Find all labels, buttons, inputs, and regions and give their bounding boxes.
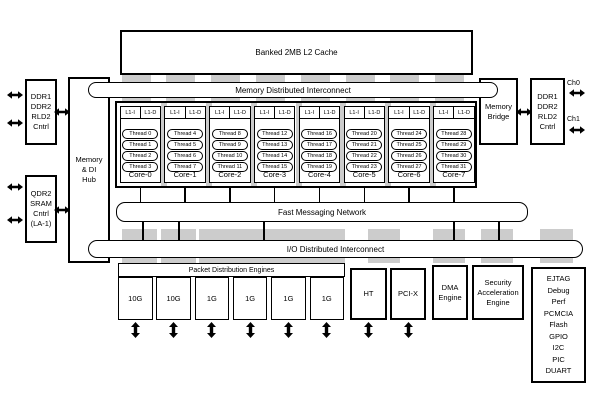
thread-oval: Thread 29 — [436, 140, 472, 150]
fmn-io-link — [142, 221, 144, 241]
l1-cache-row — [165, 107, 205, 119]
thread-oval: Thread 19 — [301, 162, 337, 172]
thread-oval: Thread 30 — [436, 151, 472, 161]
thread-oval: Thread 7 — [167, 162, 203, 172]
text-line: Engine — [438, 292, 462, 302]
thread-oval: Thread 26 — [391, 151, 427, 161]
thread-oval: Thread 28 — [436, 129, 472, 139]
thread-oval: Thread 25 — [391, 140, 427, 150]
text-line: I2C — [552, 343, 565, 353]
thread-oval: Thread 4 — [167, 129, 203, 139]
fmn-label: Fast Messaging Network — [277, 207, 367, 217]
text-line: RLD2 — [31, 112, 51, 121]
text-line: & DI — [81, 165, 97, 174]
core-box — [120, 106, 162, 183]
l2-cache-label: Banked 2MB L2 Cache — [255, 48, 338, 57]
thread-oval: Thread 17 — [301, 140, 337, 150]
thread-oval: Thread 2 — [122, 151, 158, 161]
thread-oval: Thread 16 — [301, 129, 337, 139]
l1-icache-cell: L1-I — [300, 107, 320, 118]
pde-port-box — [310, 277, 345, 320]
pde-port-arrow — [322, 322, 331, 338]
fmn-io-link — [498, 221, 500, 241]
pcix-interface-box — [390, 268, 426, 320]
pde-port-arrow — [207, 322, 216, 338]
thread-oval: Thread 5 — [167, 140, 203, 150]
core-box — [299, 106, 341, 183]
ch0-arrow — [569, 89, 585, 97]
thread-list — [210, 129, 250, 172]
text-line: RLD2 — [537, 111, 558, 121]
qdr-external-arrow — [7, 216, 23, 224]
l1-cache-row — [210, 107, 250, 119]
l1-icache-cell: L1-I — [121, 107, 141, 118]
cores-container — [115, 101, 477, 188]
l1-icache-cell: L1-I — [210, 107, 230, 118]
pde-port-label: 10G — [128, 294, 143, 303]
l1-icache-cell: L1-I — [434, 107, 454, 118]
text-line: GPIO — [549, 331, 568, 341]
core-box — [164, 106, 206, 183]
dma-engine-box — [432, 265, 468, 320]
core-name: Core-5 — [352, 170, 376, 179]
text-line: Security — [484, 277, 512, 287]
thread-oval: Thread 9 — [212, 140, 248, 150]
core-name: Core-3 — [263, 170, 287, 179]
thread-oval: Thread 22 — [346, 151, 382, 161]
core-fmn-link — [229, 187, 231, 203]
core-box — [433, 106, 475, 183]
text-line: Debug — [547, 285, 570, 295]
l1-cache-row — [121, 107, 161, 119]
peripherals-box — [531, 267, 586, 383]
thread-oval: Thread 10 — [212, 151, 248, 161]
text-line: Cntrl — [33, 209, 49, 218]
text-line: Flash — [549, 320, 568, 330]
l1-icache-cell: L1-I — [345, 107, 365, 118]
text-line: PCMCIA — [543, 308, 574, 318]
text-line: Memory — [484, 101, 513, 111]
l1-cache-row — [300, 107, 340, 119]
text-line: Acceleration — [477, 287, 519, 297]
thread-oval: Thread 27 — [391, 162, 427, 172]
ddr-external-arrow — [7, 119, 23, 127]
pde-port-box — [271, 277, 306, 320]
thread-list — [165, 129, 205, 172]
thread-oval: Thread 0 — [122, 129, 158, 139]
pde-port-label: 10G — [166, 294, 181, 303]
text-line: Bridge — [487, 111, 510, 121]
core-fmn-link — [453, 187, 455, 203]
text-line: DDR2 — [30, 102, 52, 111]
channel-1-label: Ch1 — [567, 116, 580, 123]
core-name: Core-0 — [128, 170, 152, 179]
thread-oval: Thread 18 — [301, 151, 337, 161]
thread-oval: Thread 11 — [212, 162, 248, 172]
ddr-controller-left-box — [25, 79, 57, 145]
text-line: DDR1 — [537, 91, 558, 101]
l1-dcache-cell: L1-D — [323, 109, 336, 116]
core-box — [209, 106, 251, 183]
cores-row — [117, 103, 475, 186]
qdr-hub-arrow — [54, 206, 70, 214]
qdr-external-arrow — [7, 183, 23, 191]
text-line: Engine — [486, 297, 510, 307]
qdr-sram-controller-box — [25, 175, 57, 243]
thread-oval: Thread 6 — [167, 151, 203, 161]
pde-port-box — [233, 277, 268, 320]
thread-oval: Thread 15 — [257, 162, 293, 172]
iodi-label: I/O Distributed Interconnect — [286, 244, 385, 254]
pde-port-label: 1G — [283, 294, 294, 303]
core-name: Core-2 — [218, 170, 242, 179]
text-line: EJTAG — [546, 274, 571, 284]
l1-dcache-cell: L1-D — [368, 109, 381, 116]
thread-list — [434, 129, 474, 172]
l1-dcache-cell: L1-D — [458, 109, 470, 116]
memory-distributed-interconnect — [88, 82, 498, 98]
ddr-controller-right-box — [530, 78, 565, 145]
thread-list — [255, 129, 295, 172]
core-fmn-link — [408, 187, 410, 203]
fmn-io-link — [178, 221, 180, 241]
pde-port-arrow — [246, 322, 255, 338]
l1-dcache-cell: L1-D — [234, 109, 246, 116]
core-fmn-link — [184, 187, 186, 203]
text-line: Cntrl — [33, 122, 49, 131]
text-line: Hub — [82, 175, 96, 184]
pde-title: Packet Distribution Engines — [188, 266, 275, 274]
text-line: PIC — [552, 354, 565, 364]
thread-oval: Thread 1 — [122, 140, 158, 150]
pde-port-label: 1G — [245, 294, 256, 303]
ch1-arrow — [569, 126, 585, 134]
text-line: DDR1 — [30, 92, 52, 101]
fmn-io-link — [453, 221, 455, 241]
pde-header-box — [118, 263, 345, 277]
io-distributed-interconnect — [88, 240, 583, 258]
thread-oval: Thread 8 — [212, 129, 248, 139]
text-line: Cntrl — [539, 121, 556, 131]
l1-icache-cell: L1-I — [165, 107, 185, 118]
core-fmn-link — [274, 187, 276, 203]
pde-port-box — [118, 277, 153, 320]
l2-cache-box — [120, 30, 473, 75]
ht-interface-box — [350, 268, 387, 320]
bridge-ddr-arrow — [516, 108, 532, 116]
l1-cache-row — [255, 107, 295, 119]
text-line: DMA — [441, 282, 459, 292]
text-line: DDR2 — [537, 101, 558, 111]
text-line: Memory — [75, 155, 103, 164]
core-name: Core-1 — [173, 170, 197, 179]
text-line: QDR2 — [30, 189, 52, 198]
security-acceleration-engine-box — [472, 265, 524, 320]
pde-port-arrow — [169, 322, 178, 338]
thread-oval: Thread 20 — [346, 129, 382, 139]
pcix-label: PCI-X — [397, 289, 418, 298]
core-fmn-link — [319, 187, 321, 203]
pde-port-box — [156, 277, 191, 320]
thread-oval: Thread 13 — [257, 140, 293, 150]
core-fmn-link — [140, 187, 142, 203]
thread-list — [121, 129, 161, 172]
thread-list — [345, 129, 385, 172]
thread-oval: Thread 21 — [346, 140, 382, 150]
text-line: (LA-1) — [30, 219, 52, 228]
thread-list — [389, 129, 429, 172]
core-name: Core-7 — [442, 170, 466, 179]
l1-dcache-cell: L1-D — [278, 109, 291, 116]
core-box — [388, 106, 430, 183]
ht-arrow — [364, 322, 373, 338]
l1-dcache-cell: L1-D — [189, 109, 202, 116]
core-name: Core-4 — [307, 170, 331, 179]
text-line: DUART — [545, 366, 572, 376]
l1-cache-row — [389, 107, 429, 119]
pcix-arrow — [404, 322, 413, 338]
pde-port-arrow — [131, 322, 140, 338]
l1-dcache-cell: L1-D — [144, 109, 157, 116]
core-box — [254, 106, 296, 183]
thread-oval: Thread 3 — [122, 162, 158, 172]
ddr-external-arrow — [7, 91, 23, 99]
ddr-hub-arrow — [54, 108, 70, 116]
thread-oval: Thread 14 — [257, 151, 293, 161]
pde-port-label: 1G — [206, 294, 217, 303]
ht-label: HT — [363, 289, 374, 298]
fmn-io-link — [263, 221, 265, 241]
l1-icache-cell: L1-I — [255, 107, 275, 118]
channel-0-label: Ch0 — [567, 80, 580, 87]
memory-di-hub-box — [68, 77, 110, 263]
thread-oval: Thread 31 — [436, 162, 472, 172]
text-line: Perf — [551, 297, 566, 307]
l1-cache-row — [434, 107, 474, 119]
pde-port-label: 1G — [321, 294, 332, 303]
l1-dcache-cell: L1-D — [413, 109, 426, 116]
thread-oval: Thread 23 — [346, 162, 382, 172]
thread-oval: Thread 12 — [257, 129, 293, 139]
pde-port-box — [195, 277, 230, 320]
thread-oval: Thread 24 — [391, 129, 427, 139]
core-fmn-link — [364, 187, 366, 203]
text-line: SRAM — [30, 199, 52, 208]
core-name: Core-6 — [397, 170, 421, 179]
pde-port-arrow — [284, 322, 293, 338]
mdi-label: Memory Distributed Interconnect — [235, 85, 351, 95]
fast-messaging-network — [116, 202, 528, 222]
l1-icache-cell: L1-I — [389, 107, 409, 118]
l1-cache-row — [345, 107, 385, 119]
core-box — [344, 106, 386, 183]
thread-list — [300, 129, 340, 172]
